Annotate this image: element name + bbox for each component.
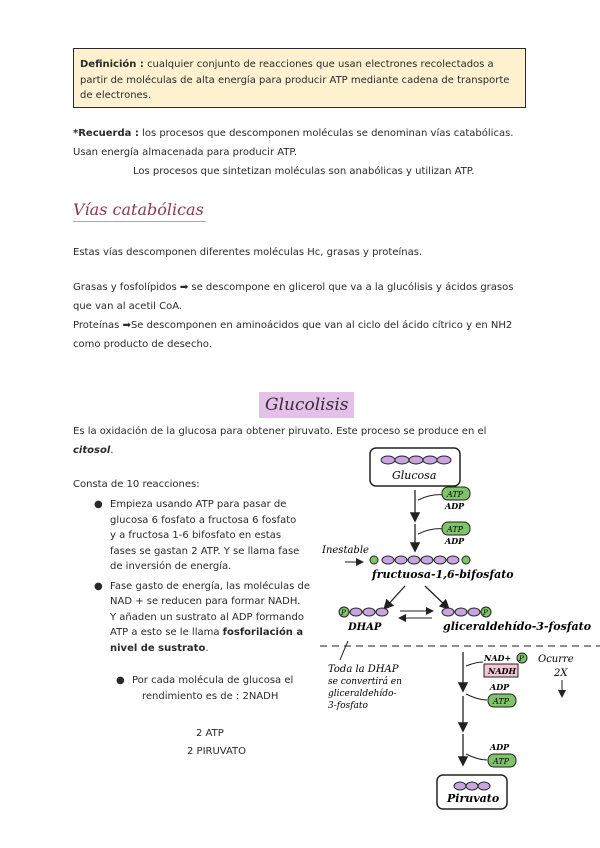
glycolysis-svg xyxy=(300,438,600,838)
gliceraldehido-molecule xyxy=(442,607,491,617)
b2-line xyxy=(110,625,310,641)
gluc-intro-1: Es la oxidación de la glucosa para obtener piruvato. Este proceso se produce en el xyxy=(73,426,487,437)
split-arrow-left xyxy=(385,586,405,608)
piruvato-chain xyxy=(454,782,490,790)
adp-text-4: ADP xyxy=(490,742,510,752)
atp-curve-4 xyxy=(466,754,487,760)
definition-box xyxy=(73,48,526,108)
b1-line: fases se gastan 2 ATP. Y se llama fase xyxy=(110,545,300,557)
reminder-label: *Recuerda : xyxy=(73,128,139,139)
note-line-3: gliceraldehído- xyxy=(328,689,397,699)
reminder-line-3: Los procesos que sintetizan moléculas son anabólicas y utilizan ATP. xyxy=(133,166,475,177)
note-line-2: se convertirá en xyxy=(328,677,402,687)
b2-line: Y añaden un sustrato al ADP formando xyxy=(110,611,304,623)
adp-text-3: ADP xyxy=(490,682,510,692)
vias-p2a: Grasas y fosfolípidos ➡ se descompone en glicerol que va a la glucólisis y ácidos grasos xyxy=(73,282,514,293)
glucosa-label: Glucosa xyxy=(392,469,437,482)
bullet-list xyxy=(94,497,310,656)
split-arrow-right xyxy=(425,586,448,608)
bullet-1 xyxy=(94,497,310,575)
b1-line: de inversión de energía. xyxy=(110,561,232,572)
gliceraldehido-label: gliceraldehído-3-fosfato xyxy=(443,620,592,633)
dhap-label: DHAP xyxy=(348,622,382,633)
vias-p3b: como producto de desecho. xyxy=(73,339,212,350)
p-label-1: P xyxy=(341,609,346,617)
vias-heading: Vías catabólicas xyxy=(73,200,204,219)
nivel-sustrato-term: nivel de sustrato xyxy=(110,642,206,654)
nad-label: NAD+ xyxy=(484,653,512,663)
b1-line: y a fructosa 1-6 bifosfato en estas xyxy=(110,530,282,541)
gluc-consta: Consta de 10 reacciones: xyxy=(73,479,200,490)
p-label-2: P xyxy=(483,609,488,617)
b1-line: glucosa 6 fosfato a fructosa 6 fosfato xyxy=(110,514,297,526)
nad-curve xyxy=(466,662,483,666)
intro-end: . xyxy=(110,445,114,456)
definition-text: cualquier conjunto de reacciones que usan electrones recolectados a partir de moléculas de alta energía para producir ATP mediante cadena de transporte de electrones. xyxy=(80,59,510,101)
p-label-3: P xyxy=(519,655,524,663)
yield-atp: 2 ATP xyxy=(196,728,224,739)
definition-label: Definición : xyxy=(80,59,144,70)
vias-p2b: que van al acetil CoA. xyxy=(73,301,183,312)
atp-text-2: ATP xyxy=(447,525,464,534)
bullet-2 xyxy=(94,579,310,657)
bullet-dot: ● xyxy=(116,675,125,686)
vias-p3a: Proteínas ➡Se descomponen en aminoácidos que van al ciclo del ácido cítrico y en NH2 xyxy=(73,320,513,331)
sub-bullet xyxy=(116,673,312,704)
bullet-dot: ● xyxy=(94,580,103,592)
atp-text-3: ATP xyxy=(493,697,510,706)
yield-piruvato: 2 PIRUVATO xyxy=(187,746,247,757)
atp-curve-3 xyxy=(466,694,487,700)
glucosa-chain xyxy=(381,456,451,464)
citosol-term: citosol xyxy=(73,445,111,456)
b2-line4-text: ATP a esto se le llama xyxy=(110,627,223,638)
bullet-dot: ● xyxy=(94,499,103,510)
adp-text-2: ADP xyxy=(445,536,465,546)
note-line-4: 3-fosfato xyxy=(328,701,368,711)
dhap-molecule xyxy=(339,607,388,617)
atp-text-4: ATP xyxy=(493,757,510,766)
fructosa-label: fructuosa-1,6-bifosfato xyxy=(372,568,514,581)
sub-line: Por cada molécula de glucosa el xyxy=(132,675,294,686)
adp-text-1: ADP xyxy=(445,501,465,511)
b1-line: Empieza usando ATP para pasar de xyxy=(110,499,287,510)
piruvato-label: Piruvato xyxy=(447,792,500,805)
reminder-line-1 xyxy=(73,127,513,142)
fructosa-chain xyxy=(370,556,470,564)
vias-p1: Estas vías descomponen diferentes moléculas Hc, grasas y proteínas. xyxy=(73,247,423,258)
reminder-line-2: Usan energía almacenada para producir ATP. xyxy=(73,147,298,158)
b2-line: NAD + se reducen para formar NADH. xyxy=(110,596,301,607)
times-label: 2X xyxy=(554,668,568,679)
note-pointer xyxy=(340,641,348,660)
glycolysis-diagram xyxy=(300,438,600,838)
b2-line: Fase gasto de energía, las moléculas de xyxy=(110,580,310,592)
atp-text-1: ATP xyxy=(447,490,464,499)
inestable-label: Inestable xyxy=(322,545,369,556)
fosforilacion-term: fosforilación a xyxy=(222,627,304,638)
reminder-text-1: los procesos que descomponen moléculas se denominan vías catabólicas. xyxy=(142,128,514,139)
sub-line: rendimiento es de : 2NADH xyxy=(142,690,279,702)
nadh-label: NADH xyxy=(488,666,517,676)
note-line-1: Toda la DHAP xyxy=(328,664,399,675)
sub-bullet-list xyxy=(116,673,312,704)
b2-line xyxy=(110,641,310,657)
glucolisis-heading: Glucolisis xyxy=(259,392,354,418)
gluc-intro-2 xyxy=(73,444,113,459)
b2-end: . xyxy=(205,642,209,654)
ocurre-label: Ocurre xyxy=(538,654,574,665)
